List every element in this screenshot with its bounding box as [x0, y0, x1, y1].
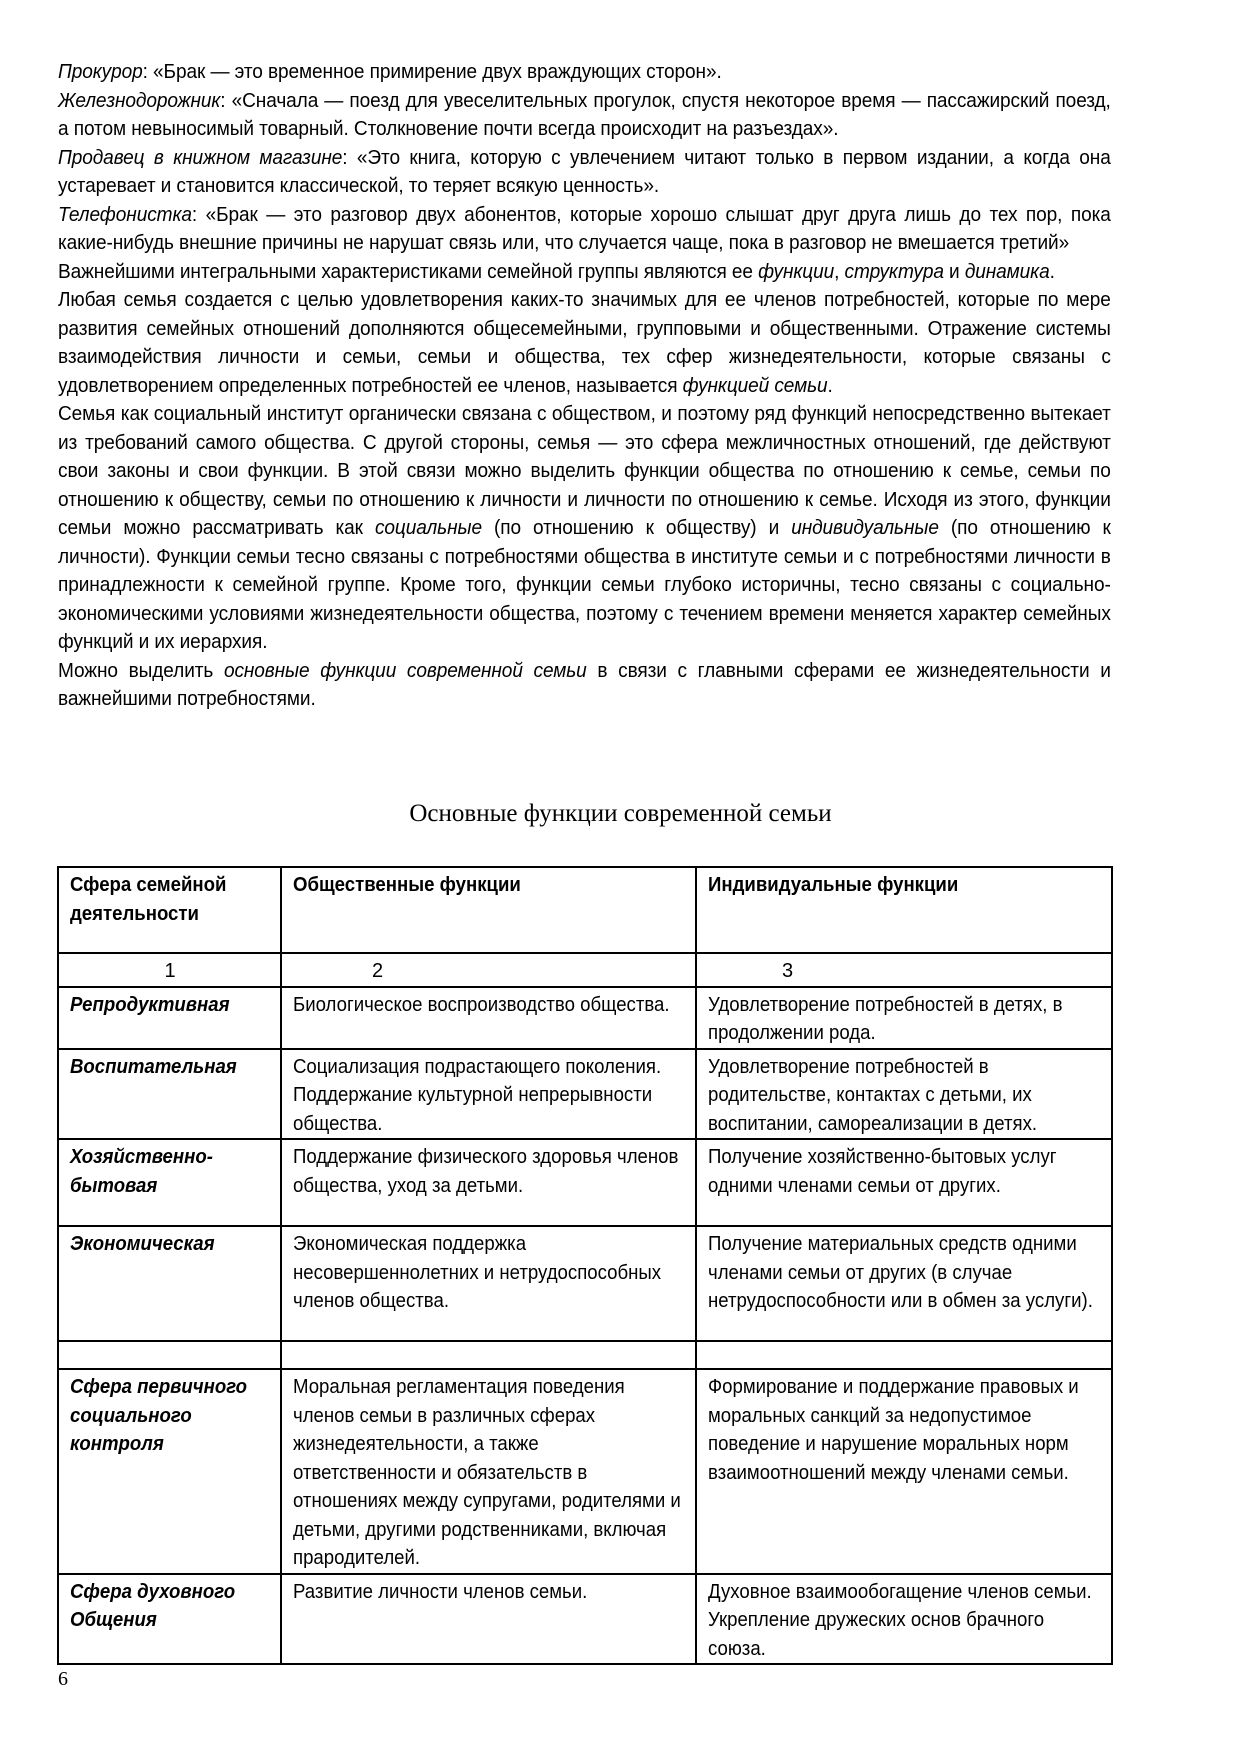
quote-text: : «Брак — это временное примирение двух враждующих сторон».	[142, 60, 722, 83]
institute-paragraph	[58, 400, 1111, 657]
quote-bookseller	[58, 144, 1111, 201]
sphere-name: Воспитательная	[70, 1055, 237, 1078]
text: .	[1049, 259, 1055, 283]
table-row	[58, 1139, 1112, 1226]
quote-prosecutor	[58, 58, 1111, 87]
quote-speaker: Телефонистка	[58, 202, 192, 226]
table-row	[58, 1574, 1112, 1665]
social-function: Биологическое воспроизводство общества.	[293, 993, 670, 1016]
term-family-function: функцией семьи	[682, 373, 828, 397]
quote-speaker: Прокурор	[58, 60, 143, 83]
quote-text: : «Сначала — поезд для увеселительных прогулок, спустя некоторое время — пассажирский поезд, а потом невыносимый товарный. Столкновение почти всегда происходит на разъездах».	[58, 88, 1111, 140]
integral-characteristics-paragraph	[58, 258, 1111, 287]
term-functions: функции	[758, 259, 835, 283]
empty-cell	[696, 1341, 1112, 1369]
individual-cell	[696, 1139, 1112, 1226]
term-structure: структура	[844, 259, 944, 283]
individual-function: Духовное взаимообогащение членов семьи. Укрепление дружеских основ брачного союза.	[708, 1580, 1092, 1660]
quote-telephonist	[58, 201, 1111, 258]
needs-paragraph	[58, 286, 1111, 400]
family-functions-table	[57, 866, 1113, 1665]
header-cell	[58, 867, 281, 953]
text: .	[827, 373, 833, 397]
header-cell	[281, 867, 696, 953]
individual-function: Удовлетворение потребностей в родительстве, контактах с детьми, их воспитании, самореализации в детях.	[708, 1055, 1038, 1135]
term-social: социальные	[374, 516, 482, 539]
empty-cell	[58, 1341, 281, 1369]
individual-cell	[696, 1049, 1112, 1140]
term-dynamics: динамика	[964, 259, 1050, 283]
social-function: Моральная регламентация поведения членов семьи в различных сферах жизнедеятельности, а также ответственности и обязательств в отношениях между супругами, родителями и детьми, другими родственниками, включая прародителей.	[293, 1376, 681, 1569]
main-functions-paragraph	[58, 657, 1111, 714]
social-function: Поддержание физического здоровья членов общества, уход за детьми.	[293, 1146, 679, 1197]
page-body	[58, 58, 1111, 714]
sphere-name: Репродуктивная	[70, 993, 230, 1016]
individual-cell	[696, 1369, 1112, 1574]
individual-cell	[696, 1226, 1112, 1341]
text: Важнейшими интегральными характеристиками семейной группы являются ее	[58, 259, 759, 283]
sphere-name: Экономическая	[70, 1233, 215, 1255]
table-row	[58, 1049, 1112, 1140]
social-cell	[281, 987, 696, 1049]
social-function: Развитие личности членов семьи.	[293, 1580, 588, 1603]
individual-cell	[696, 987, 1112, 1049]
individual-function: Получение хозяйственно-бытовых услуг одними членами семьи от других.	[708, 1146, 1057, 1197]
sphere-cell	[58, 987, 281, 1049]
quote-speaker: Железнодорожник	[58, 88, 221, 112]
sphere-cell	[58, 1574, 281, 1665]
social-cell	[281, 1574, 696, 1665]
table-row	[58, 1369, 1112, 1574]
quote-text: : «Это книга, которую с увлечением читают только в первом издании, а когда она устаревает и становится классической, то теряет всякую ценность».	[58, 145, 1111, 197]
social-cell	[281, 1139, 696, 1226]
empty-table-row	[58, 1341, 1112, 1369]
sphere-name: Сфера первичного социального контроля	[70, 1376, 248, 1455]
individual-function: Формирование и поддержание правовых и моральных санкций за недопустимое поведение и нарушение моральных норм взаимоотношений между членами семьи.	[708, 1376, 1079, 1484]
table-header-row	[58, 867, 1112, 953]
sphere-cell	[58, 1369, 281, 1574]
header-cell	[696, 867, 1112, 953]
sphere-cell	[58, 1139, 281, 1226]
column-number: 2	[281, 953, 696, 987]
text: Можно выделить	[58, 658, 224, 682]
text: Любая семья создается с целью удовлетворения каких-то значимых для ее членов потребностей, которые по мере развития семейных отношений дополняются общесемейными, групповыми и общественными. Отражение системы взаимодействия личности и семьи, семьи и общества, тех сфер жизнедеятельности, которые связаны с удовлетворением определенных потребностей ее членов, называется	[58, 288, 1111, 397]
social-function: Социализация подрастающего поколения. Поддержание культурной непрерывности общества.	[293, 1055, 662, 1135]
social-function: Экономическая поддержка несовершеннолетних и нетрудоспособных членов общества.	[293, 1233, 662, 1312]
social-cell	[281, 1226, 696, 1341]
text: в связи с главными сферами ее жизнедеятельности и важнейшими потребностями.	[58, 658, 1111, 710]
term-individual: индивидуальные	[791, 516, 939, 539]
text: (по отношению к личности). Функции семьи тесно связаны с потребностями общества в институте семьи и с потребностями личности в принадлежности к семейной группе. Кроме того, функции семьи глубоко историчны, тесно связаны с социально-экономическими условиями жизнедеятельности общества, поэтому с течением времени меняется характер семейных функций и их иерархия.	[58, 516, 1111, 653]
sphere-name: Хозяйственно-бытовая	[70, 1146, 213, 1197]
column-number: 1	[58, 953, 281, 987]
table-caption: Основные функции современной семьи	[409, 800, 832, 827]
header-social: Общественные функции	[293, 874, 521, 896]
text: Семья как социальный институт органически связана с обществом, и поэтому ряд функций непосредственно вытекает из требований самого общества. С другой стороны, семья — это сфера межличностных отношений, где действуют свои законы и свои функции. В этой связи можно выделить функции общества по отношению к семье, семьи по отношению к обществу, семьи по отношению к личности и личности по отношению к семье. Исходя из этого, функции семьи можно рассматривать как	[58, 402, 1111, 539]
text: ,	[834, 259, 845, 283]
text: и	[943, 259, 965, 283]
header-sphere: Сфера семейной деятельности	[70, 874, 227, 925]
text: (по отношению к обществу) и	[481, 516, 792, 539]
empty-cell	[281, 1341, 696, 1369]
term-main-functions: основные функции современной семьи	[223, 658, 587, 682]
column-number: 3	[696, 953, 1112, 987]
page-number: 6	[58, 1668, 68, 1690]
sphere-name: Сфера духовного Общения	[70, 1580, 236, 1631]
quote-text: : «Брак — это разговор двух абонентов, которые хорошо слышат друг друга лишь до тех пор, пока какие-нибудь внешние причины не нарушат связь или, что случается чаще, пока в разговор не вмешается третий»	[58, 202, 1111, 254]
quote-speaker: Продавец в книжном магазине	[58, 145, 343, 169]
sphere-cell	[58, 1226, 281, 1341]
sphere-cell	[58, 1049, 281, 1140]
column-number-row	[58, 953, 1112, 987]
social-cell	[281, 1049, 696, 1140]
individual-function: Получение материальных средств одними членами семьи от других (в случае нетрудоспособности или в обмен за услуги).	[708, 1233, 1093, 1312]
quote-railwayman	[58, 87, 1111, 144]
table-row	[58, 987, 1112, 1049]
individual-cell	[696, 1574, 1112, 1665]
individual-function: Удовлетворение потребностей в детях, в продолжении рода.	[708, 993, 1063, 1044]
header-individual: Индивидуальные функции	[708, 874, 959, 896]
table-row	[58, 1226, 1112, 1341]
social-cell	[281, 1369, 696, 1574]
